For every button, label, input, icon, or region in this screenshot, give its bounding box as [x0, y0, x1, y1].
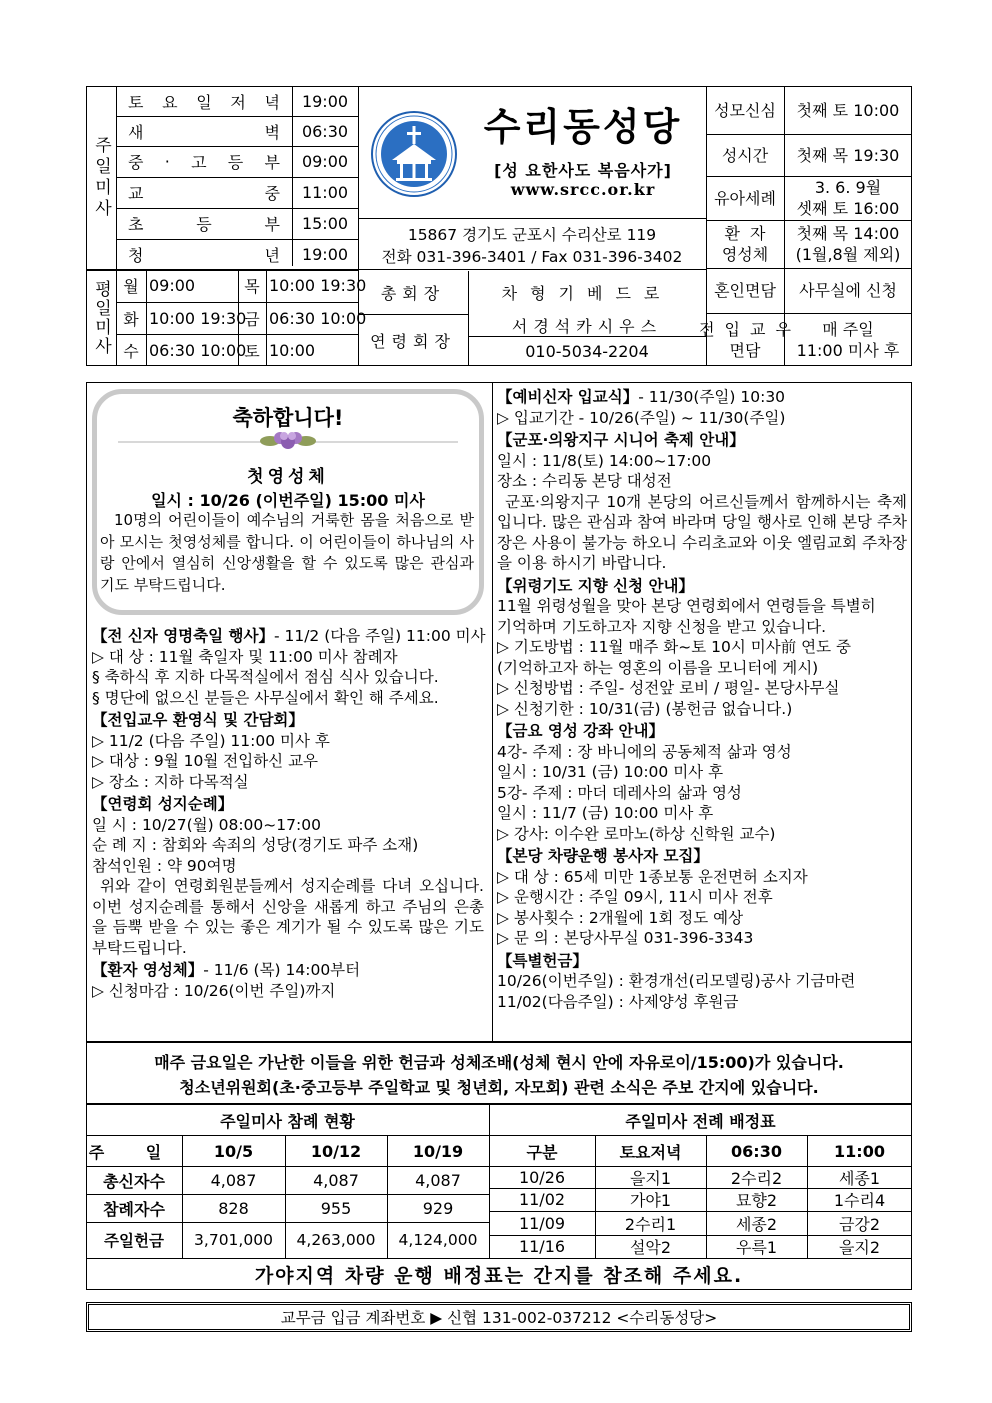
section-line: ▷ 11/2 (다음 주일) 11:00 미사 후	[92, 731, 330, 750]
weekday-day: 화	[123, 310, 139, 329]
section-line: 5강- 주제 : 마더 데레사의 삶과 영성	[497, 783, 742, 802]
address: 15867 경기도 군포시 수리산로 119	[407, 226, 657, 244]
section-line: 일 시 : 10/27(월) 08:00~17:00	[92, 815, 321, 834]
info-label: 유아세례	[714, 188, 776, 208]
attendance-cell: 참례자수	[103, 1199, 165, 1219]
sunday-mass-name: 토 요 일 저 녁	[128, 92, 280, 112]
section-line: ▷ 문 의 : 본당사무실 031-396-3343	[497, 929, 754, 947]
info-value: 첫째 목 19:30	[796, 145, 900, 165]
roster-header: 구분	[526, 1142, 558, 1162]
roster-cell: 을지2	[838, 1238, 881, 1257]
flower-ornament	[108, 428, 468, 454]
section-heading: 【전 신자 영명축일 행사】- 11/2 (다음 주일) 11:00 미사	[92, 627, 486, 645]
roster-cell: 2수리1	[624, 1214, 677, 1234]
attendance-cell: 4,124,000	[398, 1231, 478, 1249]
attendance-header: 10/12	[310, 1141, 362, 1161]
info-label: 성모신심	[714, 100, 776, 120]
section-heading: 【예비신자 입교식】- 11/30(주일) 10:30	[497, 388, 786, 406]
attendance-header: 10/5	[213, 1141, 254, 1161]
section-line: 기억하며 기도하고자 지향 신청을 받고 있습니다.	[497, 617, 827, 636]
weekday-day: 금	[244, 310, 260, 329]
account-number: 교무금 입금 계좌번호 ▶ 신협 131-002-037212 <수리동성당>	[280, 1309, 718, 1327]
section-line: 순 례 지 : 참회와 속죄의 성당(경기도 파주 소재)	[92, 836, 419, 854]
roster-cell: 2수리2	[730, 1168, 783, 1188]
weekday-time: 06:30 10:00	[269, 309, 367, 328]
section-heading: 【환자 영성체】- 11/6 (목) 14:00부터	[92, 961, 361, 979]
section-line: § 명단에 없으신 분들은 사무실에서 확인 해 주세요.	[92, 688, 439, 707]
roster-cell: 을지1	[629, 1168, 672, 1188]
sunday-mass-name: 교 중	[128, 184, 280, 203]
weekday-day: 수	[123, 342, 139, 361]
sunday-mass-time: 19:00	[301, 91, 349, 111]
section-line: ▷ 장소 : 지하 다목적실	[92, 772, 249, 791]
roster-cell: 가야1	[629, 1191, 672, 1210]
section-line: (기억하고자 하는 영혼의 이름을 모니터에 게시)	[497, 658, 819, 677]
attendance-title: 주일미사 참례 현황	[220, 1111, 355, 1131]
roster-cell: 세종2	[735, 1214, 778, 1234]
section-line: ▷ 대 상 : 11월 축일자 및 11:00 미사 참례자	[92, 647, 398, 666]
info-value: 첫째 목 14:00 (1월,8월 제외)	[795, 224, 901, 264]
roster-cell: 11/09	[518, 1213, 566, 1233]
sunday-mass-time: 15:00	[301, 214, 349, 233]
phone: 전화 031-396-3401 / Fax 031-396-3402	[381, 248, 683, 266]
attendance-cell: 주일헌금	[104, 1232, 164, 1250]
notice-line-2: 청소년위원회(초·중고등부 주일학교 및 청년회, 자모회) 관련 소식은 주보 간지에 있습니다.	[179, 1078, 819, 1097]
weekday-day: 토	[244, 342, 260, 361]
roster-cell: 묘향2	[735, 1191, 778, 1210]
section-line: 10/26(이번주일) : 환경개선(리모델링)공사 기금마련	[497, 972, 856, 990]
attendance-cell: 4,087	[313, 1170, 359, 1190]
info-value: 첫째 토 10:00	[796, 100, 900, 120]
section-heading: 【군포·의왕지구 시니어 축제 안내】	[497, 431, 745, 449]
roster-cell: 설악2	[629, 1238, 672, 1257]
notice-line-1: 매주 금요일은 가난한 이들을 위한 헌금과 성체조배(성체 현시 안에 자유로이/15:00)가 있습니다.	[154, 1053, 844, 1072]
section-heading: 【전입교우 환영식 및 간담회】	[92, 711, 304, 729]
sunday-mass-name: 청 년	[128, 246, 280, 265]
roster-cell: 우륵1	[735, 1238, 778, 1257]
attendance-cell: 총신자수	[103, 1171, 165, 1191]
roster-cell: 세종1	[838, 1168, 881, 1188]
sunday-mass-name: 초 등 부	[128, 215, 280, 234]
attendance-cell: 4,087	[415, 1170, 461, 1190]
weekday-time: 10:00 19:30	[149, 309, 247, 328]
section-line: 11월 위령성월을 맞아 본당 연령회에서 연령들을 특별히	[497, 597, 876, 615]
website[interactable]: www.srcc.or.kr	[510, 180, 656, 199]
weekday-time: 06:30 10:00	[149, 341, 247, 360]
elders-phone: 010-5034-2204	[525, 342, 649, 361]
info-value: 사무실에 신청	[799, 281, 897, 300]
roster-title: 주일미사 전례 배정표	[625, 1111, 776, 1131]
section-line: 일시 : 11/7 (금) 10:00 미사 후	[497, 804, 714, 822]
parish-logo	[370, 110, 458, 198]
section-paragraph: 군포·의왕지구 10개 본당의 어르신들께서 함께하시는 축제입니다. 많은 관심과 참여 바라며 당일 행사로 인해 본당 주차장은 사용이 불가능 하오니 수리초교와 이웃 엘림교회 주차장을 이용 하시기 바랍니다.	[497, 492, 907, 572]
roster-header: 11:00	[834, 1141, 885, 1161]
attendance-cell: 828	[218, 1198, 249, 1218]
section-line: ▷ 강사: 이수완 로마노(하상 신학원 교수)	[497, 824, 776, 843]
attendance-cell: 4,087	[210, 1170, 257, 1190]
elders-name: 서경석카시우스	[511, 316, 663, 336]
sunday-mass-name: 중 · 고 등 부	[128, 152, 280, 172]
info-label: 전입교우 면담	[699, 319, 801, 360]
sunday-mass-time: 19:00	[301, 245, 349, 264]
section-line: ▷ 대상 : 9월 10월 전입하신 교우	[92, 752, 319, 770]
section-heading: 【금요 영성 강좌 안내】	[497, 722, 664, 740]
roster-header: 06:30	[731, 1141, 782, 1161]
section-heading: 【특별헌금】	[497, 951, 588, 970]
info-label: 혼인면담	[714, 281, 776, 300]
section-heading: 【위령기도 지향 신청 안내】	[497, 576, 694, 595]
info-label: 환자 영성체	[721, 224, 776, 264]
attendance-cell: 955	[320, 1198, 352, 1218]
section-line: ▷ 신청방법 : 주일- 성전앞 로비 / 평일- 본당사무실	[497, 679, 840, 697]
roster-cell: 10/26	[518, 1167, 566, 1187]
info-label: 성시간	[721, 145, 769, 165]
weekday-time: 09:00	[149, 276, 196, 295]
sunday-mass-time: 11:00	[301, 183, 349, 202]
attendance-cell: 3,701,000	[194, 1231, 273, 1249]
sunday-mass-name: 새 벽	[128, 122, 280, 142]
weekday-day: 목	[244, 277, 260, 296]
section-line: ▷ 봉사횟수 : 2개월에 1회 정도 예상	[497, 908, 744, 927]
sunday-mass-time: 09:00	[301, 152, 349, 171]
info-value: 매 주일 11:00 미사 후	[796, 319, 900, 360]
weekday-day: 월	[123, 277, 139, 296]
parish-name: 수리동성당	[483, 105, 683, 149]
section-line: 일시 : 11/8(토) 14:00~17:00	[497, 451, 712, 470]
roster-cell: 11/02	[518, 1190, 566, 1209]
section-line: ▷ 대 상 : 65세 미만 1종보통 운전면허 소지자	[497, 867, 808, 886]
section-line: 일시 : 10/31 (금) 10:00 미사 후	[497, 763, 724, 781]
roster-header: 토요저녁	[619, 1142, 682, 1162]
weekday-time: 10:00	[269, 341, 316, 360]
section-line: § 축하식 후 지하 다목적실에서 점심 식사 있습니다.	[92, 668, 439, 686]
section-line: ▷ 기도방법 : 11월 매주 화~토 10시 미사前 연도 중	[497, 638, 852, 656]
attendance-cell: 929	[422, 1198, 454, 1218]
council-name: 차형기베드로	[501, 283, 673, 303]
elders-label: 연령회장	[370, 332, 456, 351]
attendance-header: 주 일	[88, 1142, 180, 1162]
section-line: ▷ 입교기간 - 10/26(주일) ~ 11/30(주일)	[497, 408, 786, 427]
council-label: 총회장	[380, 283, 446, 303]
sunday-mass-time: 06:30	[301, 121, 349, 141]
roster-cell: 11/16	[518, 1237, 566, 1256]
attendance-cell: 4,263,000	[296, 1231, 376, 1249]
congrats-subtitle: 첫영성체	[247, 467, 329, 487]
section-heading: 【연령회 성지순례】	[92, 795, 234, 813]
section-line: ▷ 신청기한 : 10/31(금) (봉헌금 없습니다.)	[497, 699, 793, 718]
weekday-time: 10:00 19:30	[269, 276, 367, 295]
section-line: 11/02(다음주일) : 사제양성 후원금	[497, 992, 739, 1011]
roster-cell: 금강2	[838, 1214, 881, 1234]
congrats-when: 일시 : 10/26 (이번주일) 15:00 미사	[151, 491, 425, 510]
section-line: ▷ 신청마감 : 10/26(이번 주일)까지	[92, 981, 336, 1000]
patron-saint: [성 요한사도 복음사가]	[494, 161, 672, 180]
section-line: 4강- 주제 : 장 바니에의 공동체적 삶과 영성	[497, 742, 792, 761]
attendance-header: 10/19	[412, 1141, 464, 1161]
section-paragraph: 위와 같이 연령회원분들께서 성지순례를 다녀 오십니다. 이번 성지순례를 통해서 신앙을 새롭게 하고 주님의 은총을 듬뿍 받을 수 있는 좋은 계기가 될 수 있도록 많은 기도 부탁드립니다.	[92, 877, 484, 957]
congrats-body: 10명의 어린이들이 예수님의 거룩한 몸을 처음으로 받아 모시는 첫영성체를 합니다. 이 어린이들이 하나님의 사랑 안에서 열심히 신앙생활을 할 수 있도록 많은 관심과 기도 부탁드립니다.	[100, 511, 474, 594]
sunday-mass-label: 주일미사	[91, 136, 111, 220]
congrats-title: 축하합니다!	[232, 406, 344, 430]
weekday-mass-label: 평일미사	[91, 280, 111, 356]
section-line: 장소 : 수리동 본당 대성전	[497, 472, 672, 490]
section-line: 참석인원 : 약 90여명	[92, 856, 237, 875]
section-line: ▷ 운행시간 : 주일 09시, 11시 미사 전후	[497, 888, 773, 906]
info-value: 3. 6. 9월 셋째 토 16:00	[796, 178, 900, 218]
section-heading: 【본당 차량운행 봉사자 모집】	[497, 847, 709, 865]
footer-notice: 가야지역 차량 운행 배정표는 간지를 참조해 주세요.	[254, 1265, 744, 1287]
roster-cell: 1수리4	[833, 1191, 886, 1210]
